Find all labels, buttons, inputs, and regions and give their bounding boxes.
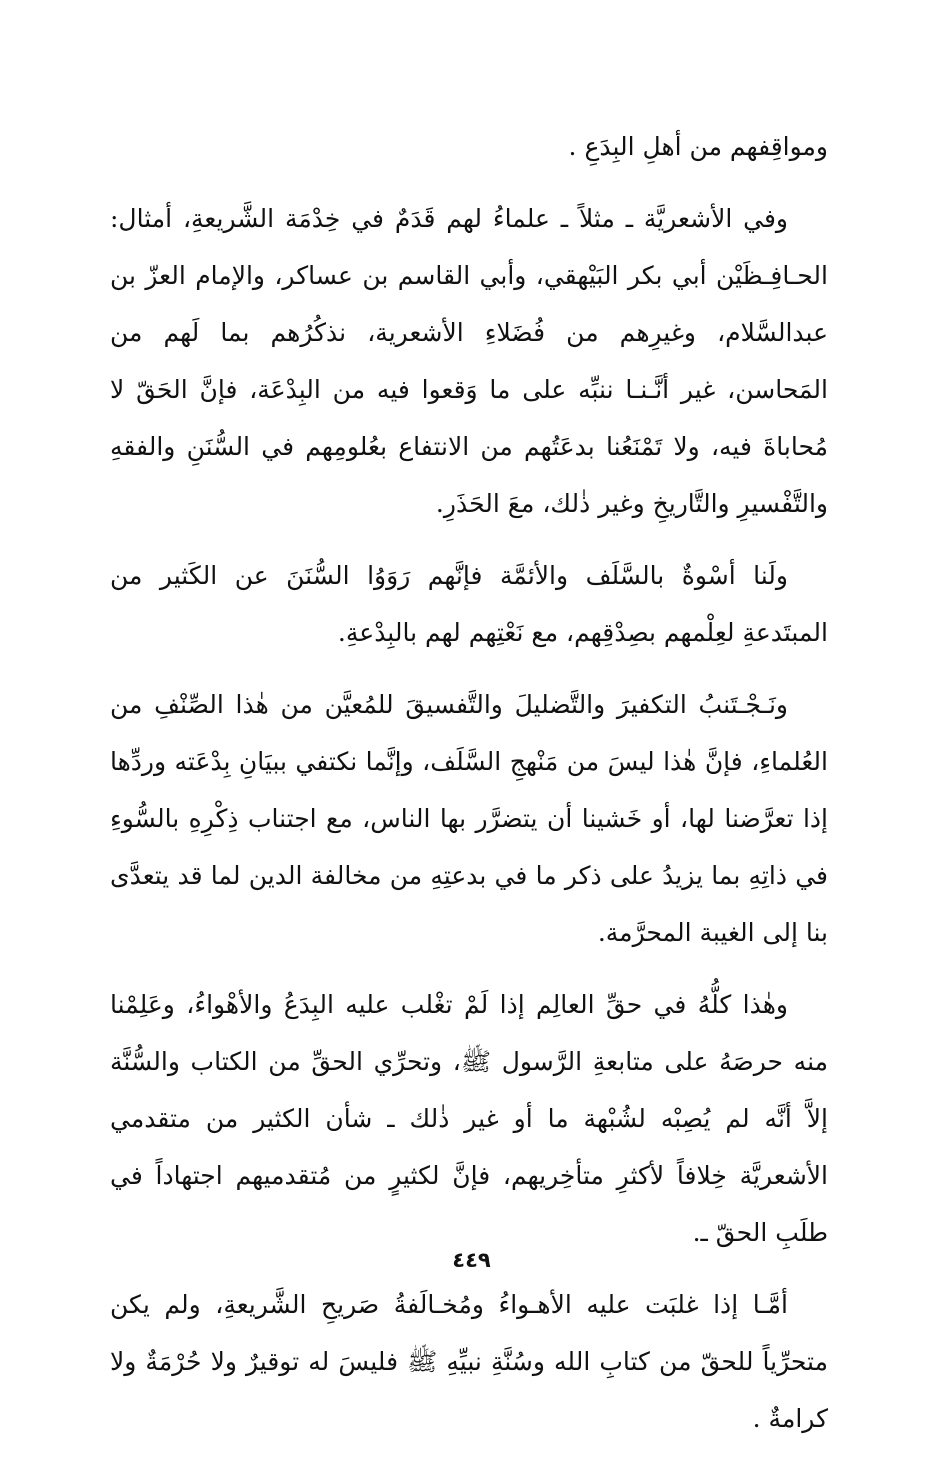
paragraph-3: ولَنا أسْوةٌ بالسَّلَف والأئمَّة فإنَّهم رَوَوُا السُّنَنَ عن الكَثير من المبتَدعةِ لعِلْمهم بصِدْقِهم، مع نَعْتِهم لهم بالبِدْعةِ. [110,561,828,647]
paragraph-1: ومواقِفهم من أهلِ البِدَعِ . [568,132,828,161]
paragraph-5: وهٰذا كلُّهُ في حقِّ العالِم إذا لَمْ تغْلب عليه البِدَعُ والأهْواءُ، وعَلِمْنا منه حرصَهُ على متابعةِ الرَّسول ﷺ، وتحرِّي الحقِّ من الكتاب والسُّنَّة إلاَّ أنَّه لم يُصِبْه لشُبْهة ما أو غير ذٰلك ـ شأن الكثير من متقدمي الأشعريَّة خِلافاً لأكثرِ متأخِريهم، فإنَّ لكثيرٍ من مُتقدميهم اجتهاداً في طلَبِ الحقّ ـ. [110,990,828,1247]
page-number: ٤٤٩ [452,1248,491,1272]
paragraph-6: أمَّـا إذا غلبَت عليه الأهـواءُ ومُخـالَفةُ صَريحِ الشَّريعةِ، ولم يكن متحرِّياً للحقّ من كتابِ الله وسُنَّةِ نبيِّهِ ﷺ فليسَ له توقيرٌ ولا حُرْمَةٌ ولا كرامةٌ . [110,1290,828,1433]
paragraph-2: وفي الأشعريَّة ـ مثلاً ـ علماءُ لهم قَدَمٌ في خِدْمَة الشَّريعةِ، أمثال: الحـافِـظَيْن أبي بكر البَيْهقي، وأبي القاسم بن عساكر، والإمام العزّ بن عبدالسَّلام، وغيرِهم من فُضَلاءِ الأشعرية، نذكُرُهم بما لَهم من المَحاسن، غير أنَّـنـا ننبِّه على ما وَقعوا فيه من البِدْعَة، فإنَّ الحَقّ لا مُحاباةَ فيه، ولا تَمْنَعُنا بدعَتُهم من الانتفاع بعُلومِهم في السُّنَنِ والفقهِ والتَّفْسيرِ والتَّاريخِ وغير ذٰلك، معَ الحَذَرِ. [110,204,828,518]
paragraph-4: ونَـجْـتَنبُ التكفيرَ والتَّضليلَ والتَّفسيقَ للمُعيَّن من هٰذا الصِّنْفِ من العُلماءِ، فإنَّ هٰذا ليسَ من مَنْهجِ السَّلَف، وإنَّما نكتفي ببيَانِ بِدْعَته وردِّها إذا تعرَّضنا لها، أو خَشينا أن يتضرَّر بها الناس، مع اجتناب ذِكْرِهِ بالسُّوءِ في ذاتِهِ بما يزيدُ على ذكر ما في بدعتِهِ من مخالفة الدين لما قد يتعدَّى بنا إلى الغيبة المحرَّمة. [110,690,828,947]
